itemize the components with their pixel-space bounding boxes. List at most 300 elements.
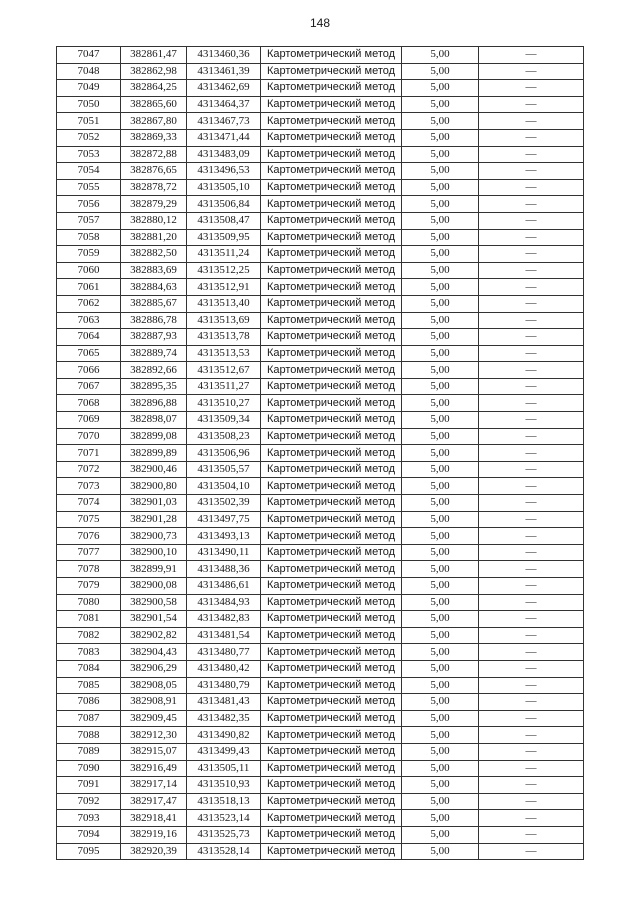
y-coordinate-cell: 4313505,57 <box>187 461 261 478</box>
point-number-cell: 7086 <box>57 694 121 711</box>
y-coordinate-cell: 4313513,40 <box>187 295 261 312</box>
point-number-cell: 7091 <box>57 777 121 794</box>
description-cell: — <box>479 594 584 611</box>
x-coordinate-cell: 382906,29 <box>121 660 187 677</box>
table-row <box>57 461 584 478</box>
method-cell: Картометрический метод <box>261 362 402 379</box>
table-row <box>57 47 584 64</box>
description-cell: — <box>479 743 584 760</box>
description-cell: — <box>479 129 584 146</box>
method-cell: Картометрический метод <box>261 511 402 528</box>
description-cell: — <box>479 96 584 113</box>
table-row <box>57 312 584 329</box>
point-number-cell: 7082 <box>57 627 121 644</box>
table-row <box>57 777 584 794</box>
description-cell: — <box>479 710 584 727</box>
point-number-cell: 7081 <box>57 611 121 628</box>
table-row <box>57 295 584 312</box>
table-row <box>57 196 584 213</box>
method-cell: Картометрический метод <box>261 760 402 777</box>
method-cell: Картометрический метод <box>261 777 402 794</box>
x-coordinate-cell: 382920,39 <box>121 843 187 860</box>
description-cell: — <box>479 362 584 379</box>
x-coordinate-cell: 382917,47 <box>121 793 187 810</box>
table-row <box>57 810 584 827</box>
x-coordinate-cell: 382885,67 <box>121 295 187 312</box>
description-cell: — <box>479 229 584 246</box>
accuracy-cell: 5,00 <box>402 345 479 362</box>
method-cell: Картометрический метод <box>261 113 402 130</box>
y-coordinate-cell: 4313513,78 <box>187 329 261 346</box>
y-coordinate-cell: 4313467,73 <box>187 113 261 130</box>
method-cell: Картометрический метод <box>261 843 402 860</box>
accuracy-cell: 5,00 <box>402 594 479 611</box>
accuracy-cell: 5,00 <box>402 760 479 777</box>
method-cell: Картометрический метод <box>261 826 402 843</box>
table-row <box>57 478 584 495</box>
description-cell: — <box>479 212 584 229</box>
description-cell: — <box>479 561 584 578</box>
accuracy-cell: 5,00 <box>402 395 479 412</box>
table-row <box>57 544 584 561</box>
point-number-cell: 7085 <box>57 677 121 694</box>
method-cell: Картометрический метод <box>261 295 402 312</box>
accuracy-cell: 5,00 <box>402 179 479 196</box>
table-row <box>57 511 584 528</box>
method-cell: Картометрический метод <box>261 743 402 760</box>
table-row <box>57 694 584 711</box>
y-coordinate-cell: 4313464,37 <box>187 96 261 113</box>
coordinates-table <box>56 46 584 860</box>
method-cell: Картометрический метод <box>261 677 402 694</box>
x-coordinate-cell: 382899,91 <box>121 561 187 578</box>
accuracy-cell: 5,00 <box>402 412 479 429</box>
y-coordinate-cell: 4313496,53 <box>187 163 261 180</box>
x-coordinate-cell: 382898,07 <box>121 412 187 429</box>
x-coordinate-cell: 382917,14 <box>121 777 187 794</box>
point-number-cell: 7064 <box>57 329 121 346</box>
y-coordinate-cell: 4313510,27 <box>187 395 261 412</box>
point-number-cell: 7067 <box>57 378 121 395</box>
table-row <box>57 229 584 246</box>
table-row <box>57 495 584 512</box>
description-cell: — <box>479 843 584 860</box>
y-coordinate-cell: 4313508,47 <box>187 212 261 229</box>
method-cell: Картометрический метод <box>261 544 402 561</box>
x-coordinate-cell: 382867,80 <box>121 113 187 130</box>
x-coordinate-cell: 382883,69 <box>121 262 187 279</box>
accuracy-cell: 5,00 <box>402 826 479 843</box>
description-cell: — <box>479 660 584 677</box>
table-row <box>57 378 584 395</box>
table-row <box>57 345 584 362</box>
x-coordinate-cell: 382861,47 <box>121 47 187 64</box>
x-coordinate-cell: 382881,20 <box>121 229 187 246</box>
method-cell: Картометрический метод <box>261 179 402 196</box>
y-coordinate-cell: 4313480,42 <box>187 660 261 677</box>
description-cell: — <box>479 495 584 512</box>
description-cell: — <box>479 578 584 595</box>
x-coordinate-cell: 382919,16 <box>121 826 187 843</box>
accuracy-cell: 5,00 <box>402 295 479 312</box>
y-coordinate-cell: 4313510,93 <box>187 777 261 794</box>
y-coordinate-cell: 4313512,91 <box>187 279 261 296</box>
accuracy-cell: 5,00 <box>402 694 479 711</box>
table-row <box>57 412 584 429</box>
method-cell: Картометрический метод <box>261 312 402 329</box>
table-row <box>57 262 584 279</box>
accuracy-cell: 5,00 <box>402 246 479 263</box>
accuracy-cell: 5,00 <box>402 743 479 760</box>
method-cell: Картометрический метод <box>261 694 402 711</box>
y-coordinate-cell: 4313505,10 <box>187 179 261 196</box>
y-coordinate-cell: 4313488,36 <box>187 561 261 578</box>
y-coordinate-cell: 4313460,36 <box>187 47 261 64</box>
accuracy-cell: 5,00 <box>402 544 479 561</box>
accuracy-cell: 5,00 <box>402 627 479 644</box>
y-coordinate-cell: 4313502,39 <box>187 495 261 512</box>
description-cell: — <box>479 63 584 80</box>
accuracy-cell: 5,00 <box>402 378 479 395</box>
y-coordinate-cell: 4313518,13 <box>187 793 261 810</box>
x-coordinate-cell: 382899,89 <box>121 445 187 462</box>
x-coordinate-cell: 382915,07 <box>121 743 187 760</box>
accuracy-cell: 5,00 <box>402 810 479 827</box>
y-coordinate-cell: 4313513,69 <box>187 312 261 329</box>
point-number-cell: 7088 <box>57 727 121 744</box>
accuracy-cell: 5,00 <box>402 47 479 64</box>
description-cell: — <box>479 810 584 827</box>
y-coordinate-cell: 4313484,93 <box>187 594 261 611</box>
y-coordinate-cell: 4313512,67 <box>187 362 261 379</box>
x-coordinate-cell: 382916,49 <box>121 760 187 777</box>
table-row <box>57 594 584 611</box>
method-cell: Картометрический метод <box>261 727 402 744</box>
table-row <box>57 826 584 843</box>
description-cell: — <box>479 445 584 462</box>
description-cell: — <box>479 478 584 495</box>
point-number-cell: 7073 <box>57 478 121 495</box>
method-cell: Картометрический метод <box>261 810 402 827</box>
point-number-cell: 7053 <box>57 146 121 163</box>
method-cell: Картометрический метод <box>261 378 402 395</box>
accuracy-cell: 5,00 <box>402 445 479 462</box>
point-number-cell: 7094 <box>57 826 121 843</box>
description-cell: — <box>479 511 584 528</box>
point-number-cell: 7066 <box>57 362 121 379</box>
method-cell: Картометрический метод <box>261 196 402 213</box>
y-coordinate-cell: 4313481,43 <box>187 694 261 711</box>
y-coordinate-cell: 4313471,44 <box>187 129 261 146</box>
description-cell: — <box>479 677 584 694</box>
x-coordinate-cell: 382900,10 <box>121 544 187 561</box>
y-coordinate-cell: 4313528,14 <box>187 843 261 860</box>
table-row <box>57 660 584 677</box>
table-row <box>57 578 584 595</box>
point-number-cell: 7077 <box>57 544 121 561</box>
y-coordinate-cell: 4313462,69 <box>187 80 261 97</box>
table-row <box>57 627 584 644</box>
point-number-cell: 7058 <box>57 229 121 246</box>
description-cell: — <box>479 80 584 97</box>
method-cell: Картометрический метод <box>261 329 402 346</box>
method-cell: Картометрический метод <box>261 478 402 495</box>
accuracy-cell: 5,00 <box>402 660 479 677</box>
method-cell: Картометрический метод <box>261 528 402 545</box>
point-number-cell: 7089 <box>57 743 121 760</box>
accuracy-cell: 5,00 <box>402 428 479 445</box>
accuracy-cell: 5,00 <box>402 710 479 727</box>
x-coordinate-cell: 382900,08 <box>121 578 187 595</box>
y-coordinate-cell: 4313504,10 <box>187 478 261 495</box>
description-cell: — <box>479 345 584 362</box>
table-row <box>57 528 584 545</box>
table-row <box>57 279 584 296</box>
y-coordinate-cell: 4313512,25 <box>187 262 261 279</box>
accuracy-cell: 5,00 <box>402 329 479 346</box>
method-cell: Картометрический метод <box>261 345 402 362</box>
accuracy-cell: 5,00 <box>402 80 479 97</box>
x-coordinate-cell: 382880,12 <box>121 212 187 229</box>
point-number-cell: 7050 <box>57 96 121 113</box>
description-cell: — <box>479 727 584 744</box>
x-coordinate-cell: 382887,93 <box>121 329 187 346</box>
point-number-cell: 7083 <box>57 644 121 661</box>
accuracy-cell: 5,00 <box>402 478 479 495</box>
table-row <box>57 611 584 628</box>
point-number-cell: 7087 <box>57 710 121 727</box>
point-number-cell: 7065 <box>57 345 121 362</box>
accuracy-cell: 5,00 <box>402 677 479 694</box>
y-coordinate-cell: 4313506,96 <box>187 445 261 462</box>
point-number-cell: 7092 <box>57 793 121 810</box>
description-cell: — <box>479 279 584 296</box>
y-coordinate-cell: 4313509,34 <box>187 412 261 429</box>
accuracy-cell: 5,00 <box>402 312 479 329</box>
x-coordinate-cell: 382901,28 <box>121 511 187 528</box>
x-coordinate-cell: 382909,45 <box>121 710 187 727</box>
table-row <box>57 727 584 744</box>
table-row <box>57 395 584 412</box>
accuracy-cell: 5,00 <box>402 578 479 595</box>
y-coordinate-cell: 4313523,14 <box>187 810 261 827</box>
point-number-cell: 7056 <box>57 196 121 213</box>
point-number-cell: 7070 <box>57 428 121 445</box>
point-number-cell: 7048 <box>57 63 121 80</box>
table-row <box>57 677 584 694</box>
x-coordinate-cell: 382872,88 <box>121 146 187 163</box>
table-row <box>57 329 584 346</box>
accuracy-cell: 5,00 <box>402 777 479 794</box>
point-number-cell: 7079 <box>57 578 121 595</box>
method-cell: Картометрический метод <box>261 710 402 727</box>
x-coordinate-cell: 382912,30 <box>121 727 187 744</box>
y-coordinate-cell: 4313497,75 <box>187 511 261 528</box>
table-row <box>57 428 584 445</box>
point-number-cell: 7071 <box>57 445 121 462</box>
accuracy-cell: 5,00 <box>402 279 479 296</box>
point-number-cell: 7063 <box>57 312 121 329</box>
x-coordinate-cell: 382886,78 <box>121 312 187 329</box>
y-coordinate-cell: 4313461,39 <box>187 63 261 80</box>
point-number-cell: 7090 <box>57 760 121 777</box>
accuracy-cell: 5,00 <box>402 611 479 628</box>
y-coordinate-cell: 4313506,84 <box>187 196 261 213</box>
description-cell: — <box>479 644 584 661</box>
x-coordinate-cell: 382864,25 <box>121 80 187 97</box>
point-number-cell: 7078 <box>57 561 121 578</box>
coordinates-table-body <box>57 47 584 860</box>
method-cell: Картометрический метод <box>261 229 402 246</box>
point-number-cell: 7047 <box>57 47 121 64</box>
table-row <box>57 362 584 379</box>
method-cell: Картометрический метод <box>261 279 402 296</box>
y-coordinate-cell: 4313509,95 <box>187 229 261 246</box>
point-number-cell: 7049 <box>57 80 121 97</box>
x-coordinate-cell: 382876,65 <box>121 163 187 180</box>
description-cell: — <box>479 329 584 346</box>
y-coordinate-cell: 4313505,11 <box>187 760 261 777</box>
point-number-cell: 7057 <box>57 212 121 229</box>
accuracy-cell: 5,00 <box>402 793 479 810</box>
description-cell: — <box>479 793 584 810</box>
point-number-cell: 7095 <box>57 843 121 860</box>
description-cell: — <box>479 428 584 445</box>
x-coordinate-cell: 382884,63 <box>121 279 187 296</box>
method-cell: Картометрический метод <box>261 262 402 279</box>
x-coordinate-cell: 382902,82 <box>121 627 187 644</box>
method-cell: Картометрический метод <box>261 793 402 810</box>
x-coordinate-cell: 382895,35 <box>121 378 187 395</box>
accuracy-cell: 5,00 <box>402 163 479 180</box>
x-coordinate-cell: 382901,03 <box>121 495 187 512</box>
table-row <box>57 743 584 760</box>
x-coordinate-cell: 382862,98 <box>121 63 187 80</box>
description-cell: — <box>479 146 584 163</box>
accuracy-cell: 5,00 <box>402 262 479 279</box>
accuracy-cell: 5,00 <box>402 129 479 146</box>
x-coordinate-cell: 382896,88 <box>121 395 187 412</box>
table-row <box>57 710 584 727</box>
y-coordinate-cell: 4313511,24 <box>187 246 261 263</box>
method-cell: Картометрический метод <box>261 627 402 644</box>
table-row <box>57 212 584 229</box>
point-number-cell: 7059 <box>57 246 121 263</box>
point-number-cell: 7055 <box>57 179 121 196</box>
table-row <box>57 113 584 130</box>
y-coordinate-cell: 4313480,79 <box>187 677 261 694</box>
table-row <box>57 843 584 860</box>
description-cell: — <box>479 295 584 312</box>
point-number-cell: 7054 <box>57 163 121 180</box>
accuracy-cell: 5,00 <box>402 63 479 80</box>
method-cell: Картометрический метод <box>261 594 402 611</box>
x-coordinate-cell: 382882,50 <box>121 246 187 263</box>
table-row <box>57 163 584 180</box>
point-number-cell: 7061 <box>57 279 121 296</box>
description-cell: — <box>479 627 584 644</box>
method-cell: Картометрический метод <box>261 129 402 146</box>
accuracy-cell: 5,00 <box>402 727 479 744</box>
point-number-cell: 7075 <box>57 511 121 528</box>
y-coordinate-cell: 4313480,77 <box>187 644 261 661</box>
accuracy-cell: 5,00 <box>402 561 479 578</box>
method-cell: Картометрический метод <box>261 644 402 661</box>
method-cell: Картометрический метод <box>261 212 402 229</box>
x-coordinate-cell: 382869,33 <box>121 129 187 146</box>
method-cell: Картометрический метод <box>261 561 402 578</box>
method-cell: Картометрический метод <box>261 47 402 64</box>
method-cell: Картометрический метод <box>261 611 402 628</box>
method-cell: Картометрический метод <box>261 461 402 478</box>
table-row <box>57 80 584 97</box>
x-coordinate-cell: 382878,72 <box>121 179 187 196</box>
description-cell: — <box>479 528 584 545</box>
accuracy-cell: 5,00 <box>402 644 479 661</box>
method-cell: Картометрический метод <box>261 428 402 445</box>
x-coordinate-cell: 382879,29 <box>121 196 187 213</box>
table-row <box>57 445 584 462</box>
y-coordinate-cell: 4313482,83 <box>187 611 261 628</box>
point-number-cell: 7093 <box>57 810 121 827</box>
accuracy-cell: 5,00 <box>402 113 479 130</box>
x-coordinate-cell: 382900,73 <box>121 528 187 545</box>
table-row <box>57 644 584 661</box>
point-number-cell: 7084 <box>57 660 121 677</box>
x-coordinate-cell: 382889,74 <box>121 345 187 362</box>
x-coordinate-cell: 382901,54 <box>121 611 187 628</box>
description-cell: — <box>479 196 584 213</box>
accuracy-cell: 5,00 <box>402 461 479 478</box>
table-row <box>57 793 584 810</box>
table-row <box>57 129 584 146</box>
accuracy-cell: 5,00 <box>402 229 479 246</box>
point-number-cell: 7076 <box>57 528 121 545</box>
accuracy-cell: 5,00 <box>402 511 479 528</box>
method-cell: Картометрический метод <box>261 63 402 80</box>
table-row <box>57 246 584 263</box>
accuracy-cell: 5,00 <box>402 146 479 163</box>
table-row <box>57 760 584 777</box>
description-cell: — <box>479 777 584 794</box>
description-cell: — <box>479 544 584 561</box>
method-cell: Картометрический метод <box>261 163 402 180</box>
description-cell: — <box>479 461 584 478</box>
table-row <box>57 63 584 80</box>
description-cell: — <box>479 611 584 628</box>
accuracy-cell: 5,00 <box>402 495 479 512</box>
description-cell: — <box>479 179 584 196</box>
description-cell: — <box>479 378 584 395</box>
point-number-cell: 7060 <box>57 262 121 279</box>
x-coordinate-cell: 382904,43 <box>121 644 187 661</box>
x-coordinate-cell: 382899,08 <box>121 428 187 445</box>
description-cell: — <box>479 163 584 180</box>
y-coordinate-cell: 4313493,13 <box>187 528 261 545</box>
description-cell: — <box>479 694 584 711</box>
point-number-cell: 7051 <box>57 113 121 130</box>
point-number-cell: 7068 <box>57 395 121 412</box>
point-number-cell: 7072 <box>57 461 121 478</box>
x-coordinate-cell: 382918,41 <box>121 810 187 827</box>
accuracy-cell: 5,00 <box>402 196 479 213</box>
x-coordinate-cell: 382900,58 <box>121 594 187 611</box>
accuracy-cell: 5,00 <box>402 528 479 545</box>
method-cell: Картометрический метод <box>261 495 402 512</box>
accuracy-cell: 5,00 <box>402 96 479 113</box>
table-row <box>57 179 584 196</box>
y-coordinate-cell: 4313490,11 <box>187 544 261 561</box>
